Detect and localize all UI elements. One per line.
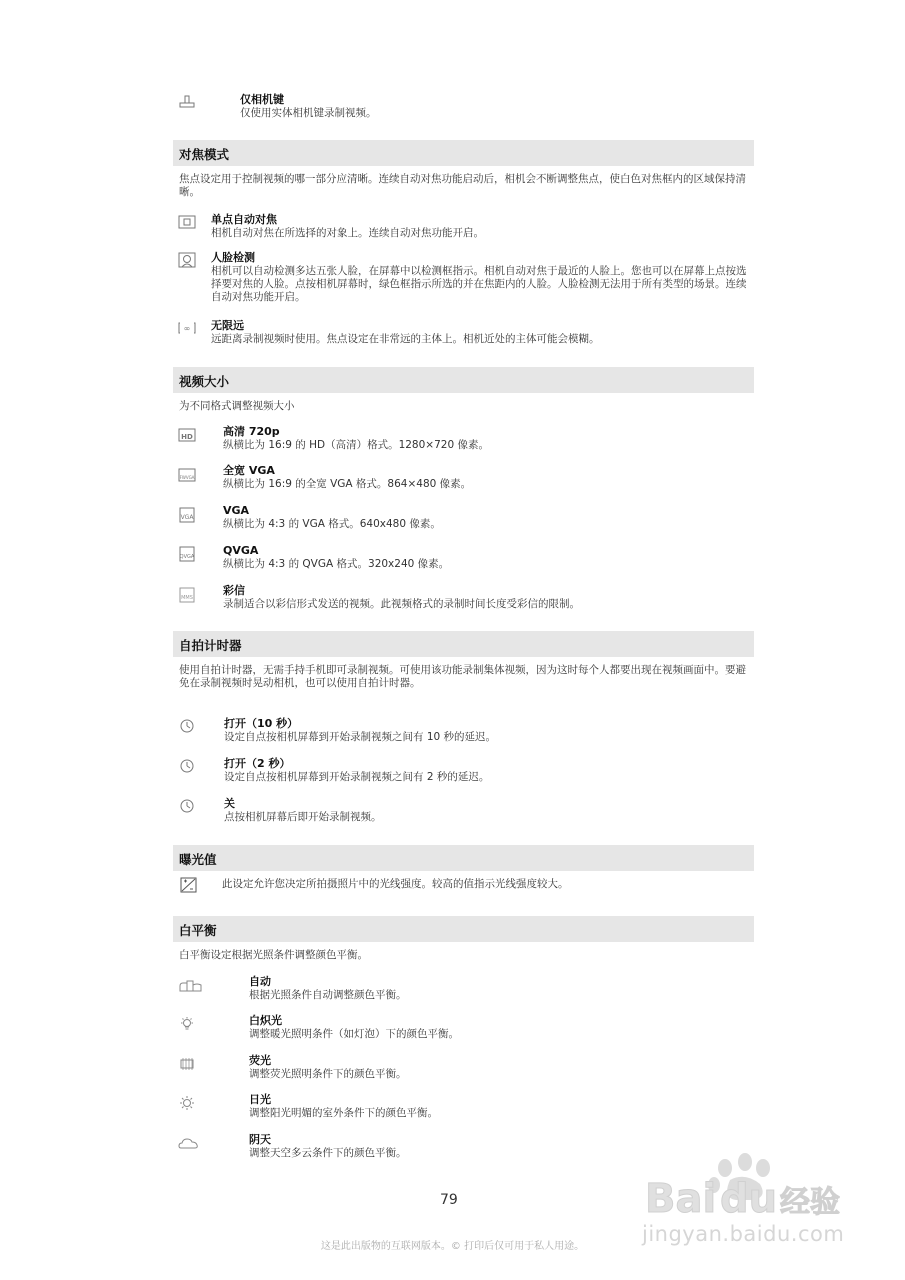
self-timer-intro: 使用自拍计时器，无需手持手机即可录制视频。可使用该功能录制集体视频，因为这时每个人都要出现在视频画面中。要避免在录制视频时晃动相机，也可以使用自拍计时器。 <box>179 664 746 689</box>
video-size-item-desc: 纵横比为 16:9 的全宽 VGA 格式。864×480 像素。 <box>223 478 472 490</box>
timer-10-icon <box>178 718 196 734</box>
infinity-icon <box>178 320 196 336</box>
svg-text:FWVGA: FWVGA <box>179 475 195 480</box>
hd-icon <box>178 427 196 443</box>
svg-text:∞: ∞ <box>183 324 191 333</box>
video-size-item-title: VGA <box>223 504 250 517</box>
self-timer-item-title: 打开（2 秒） <box>224 757 291 770</box>
self-timer-item-desc: 设定自点按相机屏幕到开始录制视频之间有 10 秒的延迟。 <box>224 731 497 743</box>
mms-icon <box>178 587 196 603</box>
video-size-intro: 为不同格式调整视频大小 <box>179 400 295 412</box>
video-size-item-desc: 纵横比为 4:3 的 QVGA 格式。320x240 像素。 <box>223 558 450 570</box>
section-exposure <box>173 845 754 871</box>
white-balance-item-title: 阴天 <box>249 1133 271 1146</box>
fluorescent-icon <box>178 1056 196 1072</box>
focus-item-title: 无限远 <box>211 319 244 332</box>
section-heading: 自拍计时器 <box>179 638 242 653</box>
svg-text:du: du <box>720 1176 778 1222</box>
timer-off-icon <box>178 798 196 814</box>
focus-item-desc: 相机自动对焦在所选择的对象上。连续自动对焦功能开启。 <box>211 227 484 239</box>
video-size-item-desc: 录制适合以彩信形式发送的视频。此视频格式的录制时间长度受彩信的限制。 <box>223 598 580 610</box>
section-focus-mode <box>173 140 754 166</box>
svg-text:MMS: MMS <box>181 595 193 601</box>
daylight-icon <box>178 1095 196 1111</box>
baidu-watermark <box>640 1150 860 1260</box>
exposure-icon <box>180 877 198 893</box>
white-balance-item-title: 白炽光 <box>249 1014 282 1027</box>
qvga-icon <box>178 546 196 562</box>
section-heading: 对焦模式 <box>179 147 230 162</box>
section-white-balance <box>173 916 754 942</box>
video-size-item-title: QVGA <box>223 544 259 557</box>
white-balance-item-title: 自动 <box>249 975 271 988</box>
timer-2-icon <box>178 758 196 774</box>
video-size-item-title: 全宽 VGA <box>223 464 275 477</box>
white-balance-item-desc: 调整荧光照明条件下的颜色平衡。 <box>249 1068 407 1080</box>
focus-item-desc: 远距离录制视频时使用。焦点设定在非常远的主体上。相机近处的主体可能会模糊。 <box>211 333 600 345</box>
focus-item-title: 单点自动对焦 <box>211 213 277 226</box>
white-balance-item-desc: 调整暖光照明条件（如灯泡）下的颜色平衡。 <box>249 1028 459 1040</box>
wb-auto-icon <box>178 977 204 993</box>
focus-intro: 焦点设定用于控制视频的哪一部分应清晰。连续自动对焦功能启动后，相机会不断调整焦点，使白色对焦框内的区域保持清晰。 <box>179 173 746 198</box>
video-size-item-desc: 纵横比为 16:9 的 HD（高清）格式。1280×720 像素。 <box>223 439 489 451</box>
video-size-item-title: 彩信 <box>223 584 245 597</box>
vga-icon <box>178 507 196 523</box>
section-heading: 视频大小 <box>179 374 230 389</box>
white-balance-item-desc: 根据光照条件自动调整颜色平衡。 <box>249 989 407 1001</box>
incandescent-icon <box>178 1016 196 1032</box>
white-balance-item-title: 日光 <box>249 1093 271 1106</box>
page-number: 79 <box>440 1192 458 1208</box>
section-self-timer <box>173 631 754 657</box>
white-balance-item-title: 荧光 <box>249 1054 271 1067</box>
self-timer-item-desc: 设定自点按相机屏幕到开始录制视频之间有 2 秒的延迟。 <box>224 771 490 783</box>
camera-key-icon <box>178 93 196 109</box>
svg-text:HD: HD <box>181 433 193 441</box>
svg-text:QVGA: QVGA <box>179 554 195 560</box>
single-autofocus-icon <box>178 214 196 230</box>
watermark-url: jingyan.baidu.com <box>642 1222 845 1246</box>
video-size-item-title: 高清 720p <box>223 425 280 438</box>
camera-key-title: 仅相机键 <box>240 93 284 106</box>
self-timer-item-title: 关 <box>224 797 235 810</box>
face-detection-icon <box>178 252 196 268</box>
svg-text:Bai: Bai <box>645 1176 717 1222</box>
focus-item-title: 人脸检测 <box>211 251 255 264</box>
exposure-desc: 此设定允许您决定所拍摄照片中的光线强度。较高的值指示光线强度较大。 <box>222 878 569 890</box>
white-balance-intro: 白平衡设定根据光照条件调整颜色平衡。 <box>179 949 368 961</box>
fwvga-icon <box>178 467 196 483</box>
cloudy-icon <box>178 1135 200 1151</box>
focus-item-desc: 相机可以自动检测多达五张人脸，在屏幕中以检测框指示。相机自动对焦于最近的人脸上。您也可以在屏幕上点按选择要对焦的人脸。点按相机屏幕时，绿色框指示所选的并在焦距内的人脸。人脸检测无法用于所有类型的场景。连续自动对焦功能开启。 <box>211 265 747 303</box>
camera-key-desc: 仅使用实体相机键录制视频。 <box>240 107 377 119</box>
svg-text:VGA: VGA <box>180 514 194 521</box>
section-video-size <box>173 367 754 393</box>
footer-note: 这是此出版物的互联网版本。© 打印后仅可用于私人用途。 <box>320 1241 585 1252</box>
self-timer-item-title: 打开（10 秒） <box>224 717 299 730</box>
svg-text:经验: 经验 <box>780 1185 840 1220</box>
self-timer-item-desc: 点按相机屏幕后即开始录制视频。 <box>224 811 382 823</box>
white-balance-item-desc: 调整天空多云条件下的颜色平衡。 <box>249 1147 407 1159</box>
video-size-item-desc: 纵横比为 4:3 的 VGA 格式。640x480 像素。 <box>223 518 441 530</box>
section-heading: 曝光值 <box>179 852 217 867</box>
section-heading: 白平衡 <box>179 923 217 938</box>
white-balance-item-desc: 调整阳光明媚的室外条件下的颜色平衡。 <box>249 1107 438 1119</box>
